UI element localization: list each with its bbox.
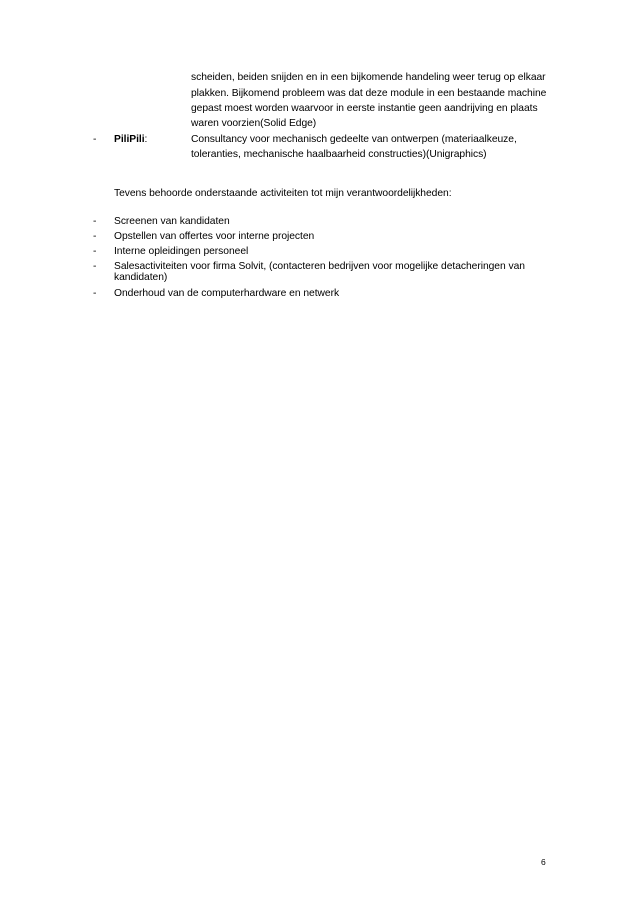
pilipili-label-wrap	[114, 132, 147, 147]
pilipili-line-1: Consultancy voor mechanisch gedeelte van ontwerpen (materiaalkeuze,	[191, 134, 517, 145]
continuation-line-1: scheiden, beiden snijden en in een bijkomende handeling weer terug op elkaar	[191, 72, 546, 83]
activity-item: Interne opleidingen personeel	[114, 246, 249, 257]
page-number: 6	[541, 857, 546, 867]
activity-item-continuation: kandidaten)	[114, 272, 168, 283]
activity-bullet: -	[93, 261, 97, 272]
responsibilities-intro: Tevens behoorde onderstaande activiteiten tot mijn verantwoordelijkheden:	[114, 188, 452, 199]
continuation-line-3: gepast moest worden waarvoor in eerste instantie geen aandrijving en plaats	[191, 103, 538, 114]
continuation-line-2: plakken. Bijkomend probleem was dat deze module in een bestaande machine	[191, 88, 547, 99]
continuation-line-4: waren voorzien(Solid Edge)	[191, 118, 317, 129]
pilipili-bullet: -	[93, 134, 97, 145]
pilipili-colon: :	[144, 134, 148, 145]
pilipili-line-2: toleranties, mechanische haalbaarheid constructies)(Unigraphics)	[191, 149, 487, 160]
activity-bullet: -	[93, 288, 97, 299]
activity-item: Salesactiviteiten voor firma Solvit, (contacteren bedrijven voor mogelijke detacheringen van	[114, 261, 525, 272]
activity-bullet: -	[93, 216, 97, 227]
activity-bullet: -	[93, 246, 97, 257]
pilipili-label: PiliPili	[114, 134, 145, 145]
activity-item: Screenen van kandidaten	[114, 216, 230, 227]
activity-bullet: -	[93, 231, 97, 242]
activity-item: Opstellen van offertes voor interne projecten	[114, 231, 315, 242]
activity-item: Onderhoud van de computerhardware en netwerk	[114, 288, 340, 299]
